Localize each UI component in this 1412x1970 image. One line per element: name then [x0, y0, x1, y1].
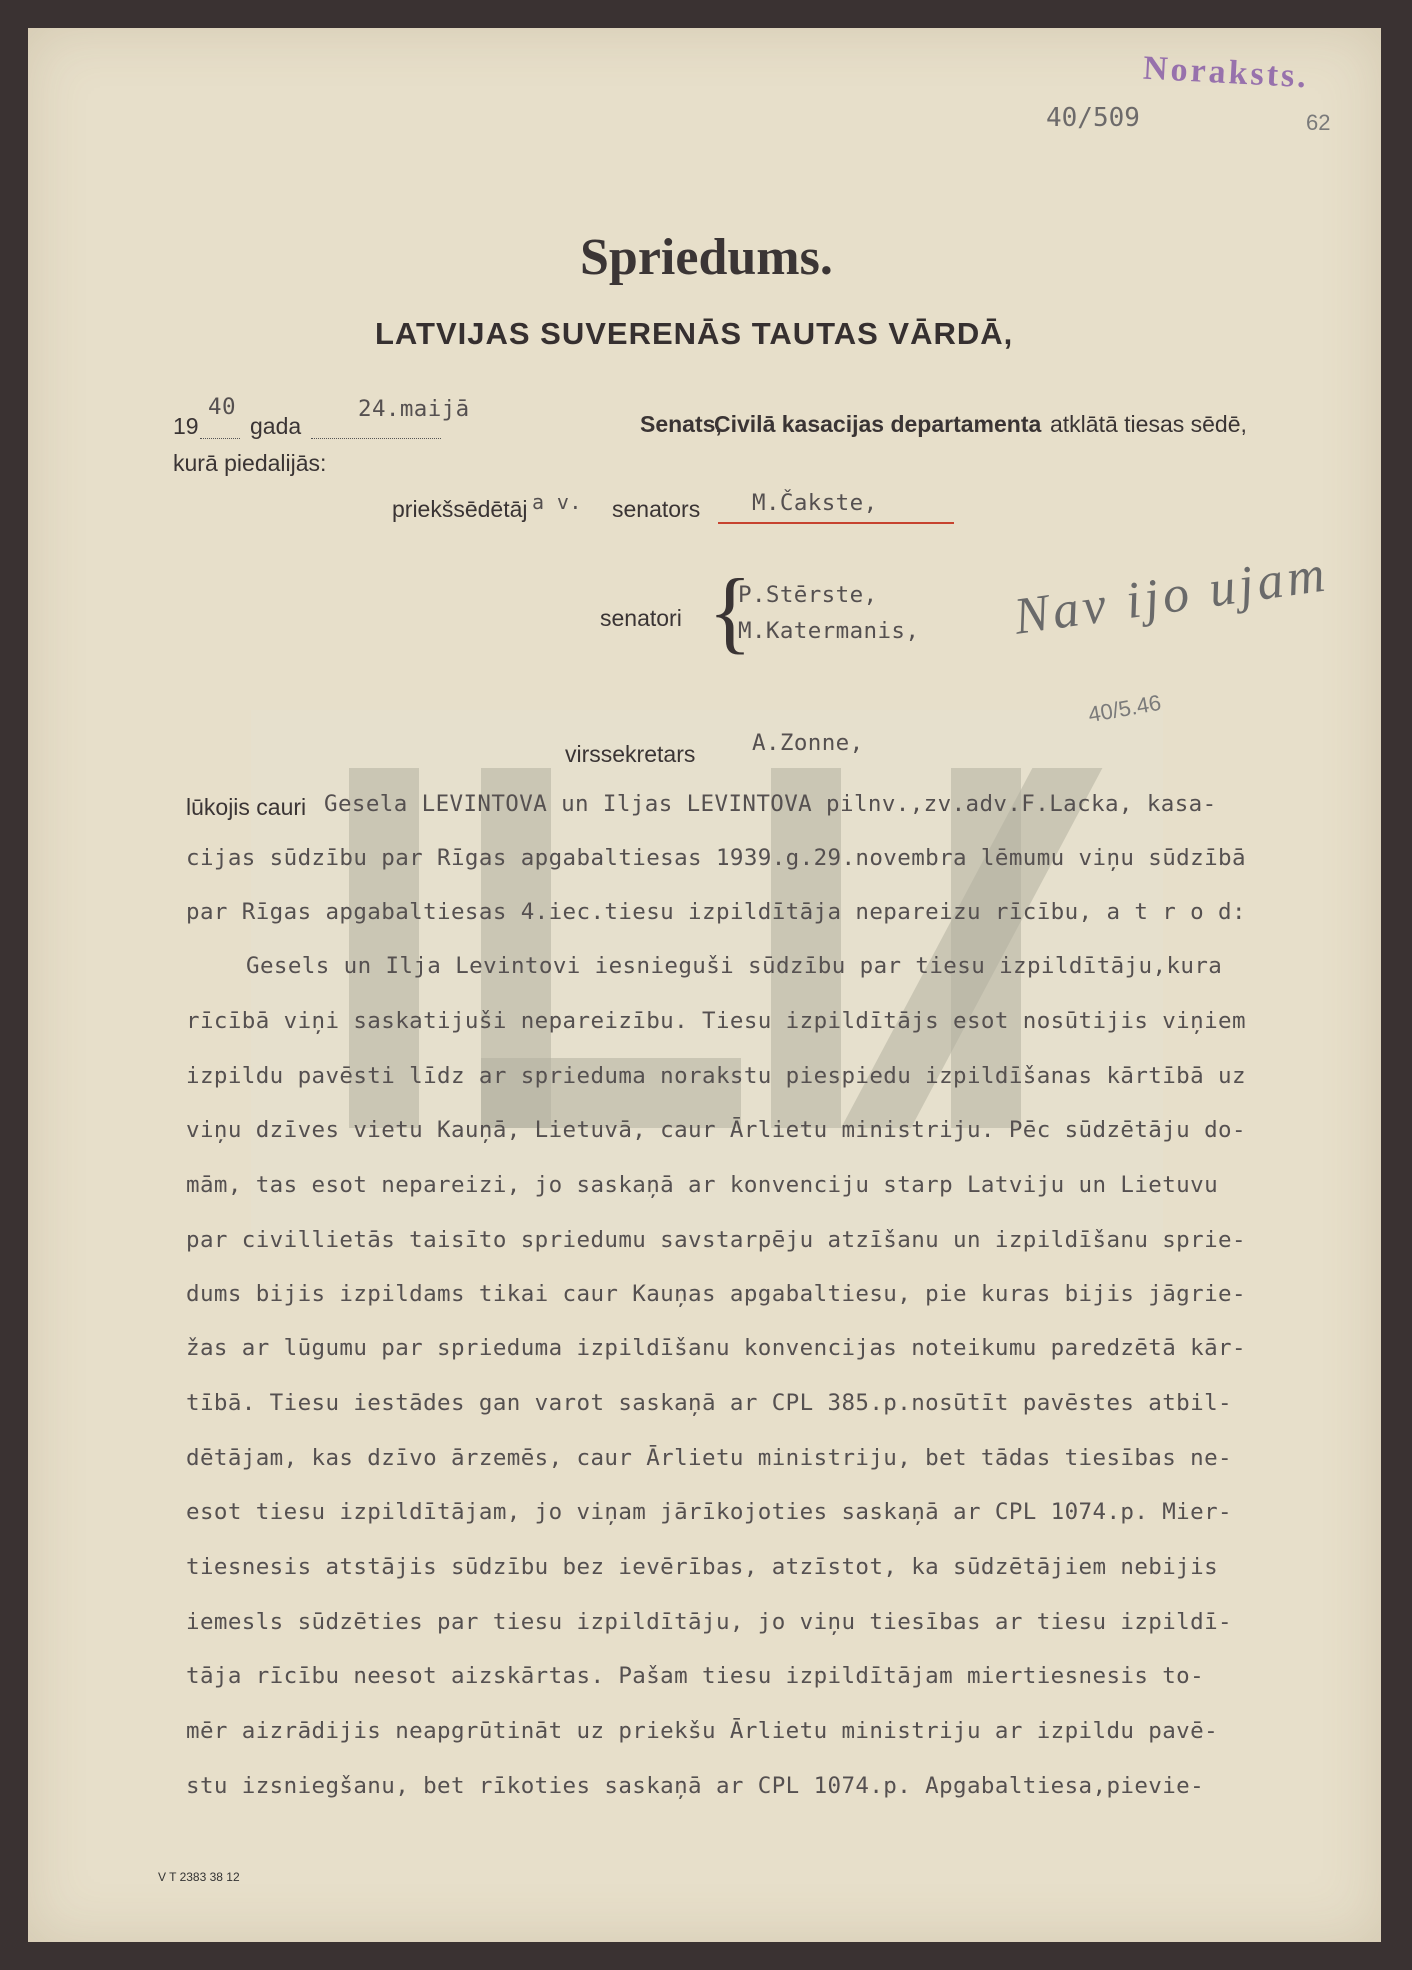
- participants-label: kurā piedalijās:: [173, 450, 327, 476]
- pencil-note: 40/5.46: [1086, 689, 1163, 728]
- chair-name: M.Čakste,: [752, 490, 878, 516]
- body-line: mēr aizrādijis neapgrūtināt uz priekšu Ārlietu ministriju ar izpildu pavē-: [186, 1718, 1219, 1744]
- body-line: stu izsniegšanu, bet rīkoties saskaņā ar CPL 1074.p. Apgabaltiesa,pievie-: [186, 1773, 1205, 1799]
- body-line: mām, tas esot nepareizi, jo saskaņā ar konvenciju starp Latviju un Lietuvu: [186, 1172, 1219, 1198]
- reference-number: 40/509: [1046, 103, 1140, 133]
- chair-suffix: a v.: [532, 490, 582, 514]
- body-line: iemesls sūdzēties par tiesu izpildītāju, jo viņu tiesības ar tiesu izpildī-: [186, 1609, 1232, 1635]
- chair-underline: [718, 522, 954, 524]
- gada-label: gada: [250, 413, 302, 439]
- document-subtitle: LATVIJAS SUVERENĀS TAUTAS VĀRDĀ,: [375, 316, 1014, 351]
- body-line: Gesela LEVINTOVA un Iljas LEVINTOVA pilnv.,zv.adv.F.Lacka, kasa-: [324, 791, 1217, 817]
- body-line: par civillietās taisīto spriedumu savstarpēju atzīšanu un izpildīšanu sprie-: [186, 1227, 1246, 1253]
- body-line: Gesels un Ilja Levintovi iesnieguši sūdzību par tiesu izpildītāju,kura: [246, 953, 1223, 979]
- body-line: izpildu pavēsti līdz ar sprieduma norakstu piespiedu izpildīšanas kārtībā uz: [186, 1063, 1246, 1089]
- body-line: cijas sūdzību par Rīgas apgabaltiesas 1939.g.29.novembra lēmumu viņu sūdzībā: [186, 845, 1246, 871]
- senators-brace: {: [708, 560, 753, 662]
- body-line: žas ar lūgumu par sprieduma izpildīšanu konvencijas noteikumu paredzētā kār-: [186, 1335, 1246, 1361]
- date-year-underline: [200, 438, 240, 439]
- handwritten-note: Nav ijo ujam: [1010, 545, 1333, 646]
- court-department: Civilā kasacijas departamenta: [714, 411, 1042, 437]
- page-number: 62: [1306, 110, 1331, 135]
- body-line: tībā. Tiesu iestādes gan varot saskaņā ar CPL 385.p.nosūtīt pavēstes atbil-: [186, 1390, 1232, 1416]
- date-century: 19: [173, 413, 199, 439]
- date-day: 24.maijā: [358, 396, 470, 422]
- senators-label: senatori: [600, 605, 682, 631]
- document-title: Spriedums.: [580, 229, 833, 286]
- body-line: rīcībā viņi saskatijuši nepareizību. Tiesu izpildītājs esot nosūtijis viņiem: [186, 1008, 1246, 1034]
- chair-label: priekšsēdētāj: [392, 496, 528, 522]
- date-year: 40: [208, 394, 236, 420]
- date-day-underline: [311, 438, 441, 439]
- chair-role: senators: [612, 496, 701, 522]
- secretary-name: A.Zonne,: [752, 730, 864, 756]
- body-line: tiesnesis atstājis sūdzību bez ievērības, atzīstot, ka sūdzētājiem nebijis: [186, 1554, 1219, 1580]
- court-session: atklātā tiesas sēdē,: [1050, 411, 1247, 437]
- body-line: dums bijis izpildams tikai caur Kauņas apgabaltiesu, pie kuras bijis jāgrie-: [186, 1281, 1246, 1307]
- senator-1: P.Stērste,: [738, 582, 878, 608]
- body-line: par Rīgas apgabaltiesas 4.iec.tiesu izpildītāja nepareizu rīcību, a t r o d:: [186, 899, 1246, 925]
- senator-2: M.Katermanis,: [738, 618, 920, 644]
- noraksts-stamp: Noraksts.: [1142, 49, 1310, 96]
- document-page: [28, 28, 1381, 1942]
- footer-code: V T 2383 38 12: [158, 1870, 240, 1884]
- body-line: tāja rīcību neesot aizskārtas. Pašam tiesu izpildītājam miertiesnesis to-: [186, 1663, 1205, 1689]
- lukojis-label: lūkojis cauri: [186, 794, 307, 820]
- body-line: dētājam, kas dzīvo ārzemēs, caur Ārlietu ministriju, bet tādas tiesības ne-: [186, 1445, 1232, 1471]
- body-line: viņu dzīves vietu Kauņā, Lietuvā, caur Ārlietu ministriju. Pēc sūdzētāju do-: [186, 1117, 1246, 1143]
- secretary-label: virssekretars: [565, 741, 696, 767]
- court-senats: Senats,: [640, 411, 722, 437]
- body-line: esot tiesu izpildītājam, jo viņam jārīkojoties saskaņā ar CPL 1074.p. Mier-: [186, 1499, 1232, 1525]
